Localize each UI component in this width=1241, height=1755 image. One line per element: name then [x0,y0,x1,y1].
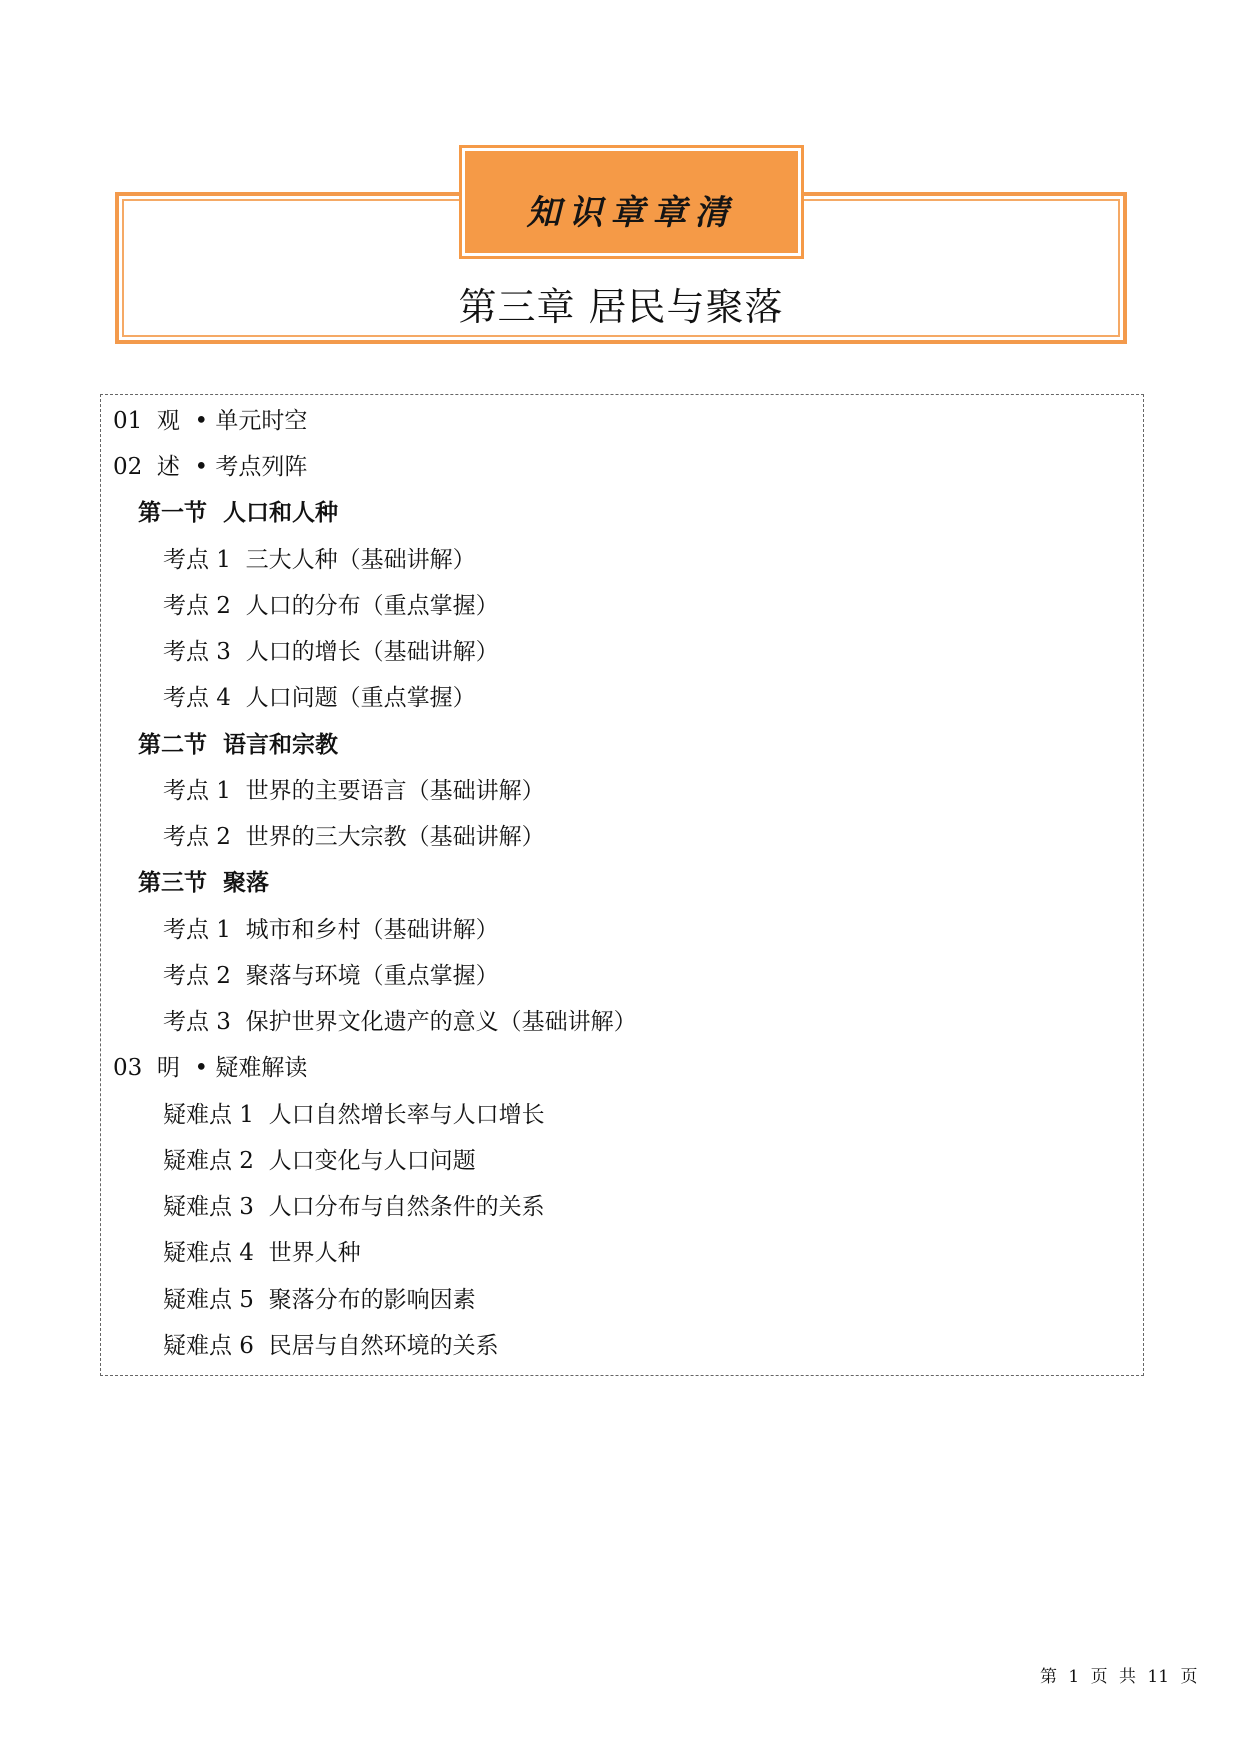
toc-part-3[interactable]: 03 明 • 疑难解读 [113,1055,308,1081]
toc-item[interactable]: 考点 2 聚落与环境（重点掌握） [163,963,499,989]
toc-item[interactable]: 考点 3 保护世界文化遗产的意义（基础讲解） [163,1009,637,1035]
header-tab-label: 知识章章清 [526,192,737,233]
toc-item[interactable]: 考点 2 人口的分布（重点掌握） [163,593,499,619]
toc-difficulty-item[interactable]: 疑难点 1 人口自然增长率与人口增长 [163,1102,545,1128]
toc-item[interactable]: 考点 1 三大人种（基础讲解） [163,547,476,573]
toc-difficulty-item[interactable]: 疑难点 6 民居与自然环境的关系 [163,1333,499,1359]
toc-item[interactable]: 考点 4 人口问题（重点掌握） [163,685,476,711]
toc-section-2-title[interactable]: 第二节 语言和宗教 [138,731,339,758]
toc-difficulty-item[interactable]: 疑难点 2 人口变化与人口问题 [163,1148,476,1174]
toc-item[interactable]: 考点 1 城市和乡村（基础讲解） [163,917,499,943]
toc-difficulty-item[interactable]: 疑难点 5 聚落分布的影响因素 [163,1287,476,1313]
toc-difficulty-item[interactable]: 疑难点 4 世界人种 [163,1240,361,1266]
page-indicator: 第 1 页 共 11 页 [1040,1667,1198,1687]
toc-part-2[interactable]: 02 述 • 考点列阵 [113,454,308,480]
toc-item[interactable]: 考点 1 世界的主要语言（基础讲解） [163,778,545,804]
toc-section-3-title[interactable]: 第三节 聚落 [138,869,270,896]
chapter-title: 第三章 居民与聚落 [458,285,784,329]
toc-item[interactable]: 考点 2 世界的三大宗教（基础讲解） [163,824,545,850]
toc-section-1-title[interactable]: 第一节 人口和人种 [138,499,339,526]
toc-difficulty-item[interactable]: 疑难点 3 人口分布与自然条件的关系 [163,1194,545,1220]
chapter-header-tab [462,148,801,256]
toc-item[interactable]: 考点 3 人口的增长（基础讲解） [163,639,499,665]
toc-part-1[interactable]: 01 观 • 单元时空 [113,408,308,434]
